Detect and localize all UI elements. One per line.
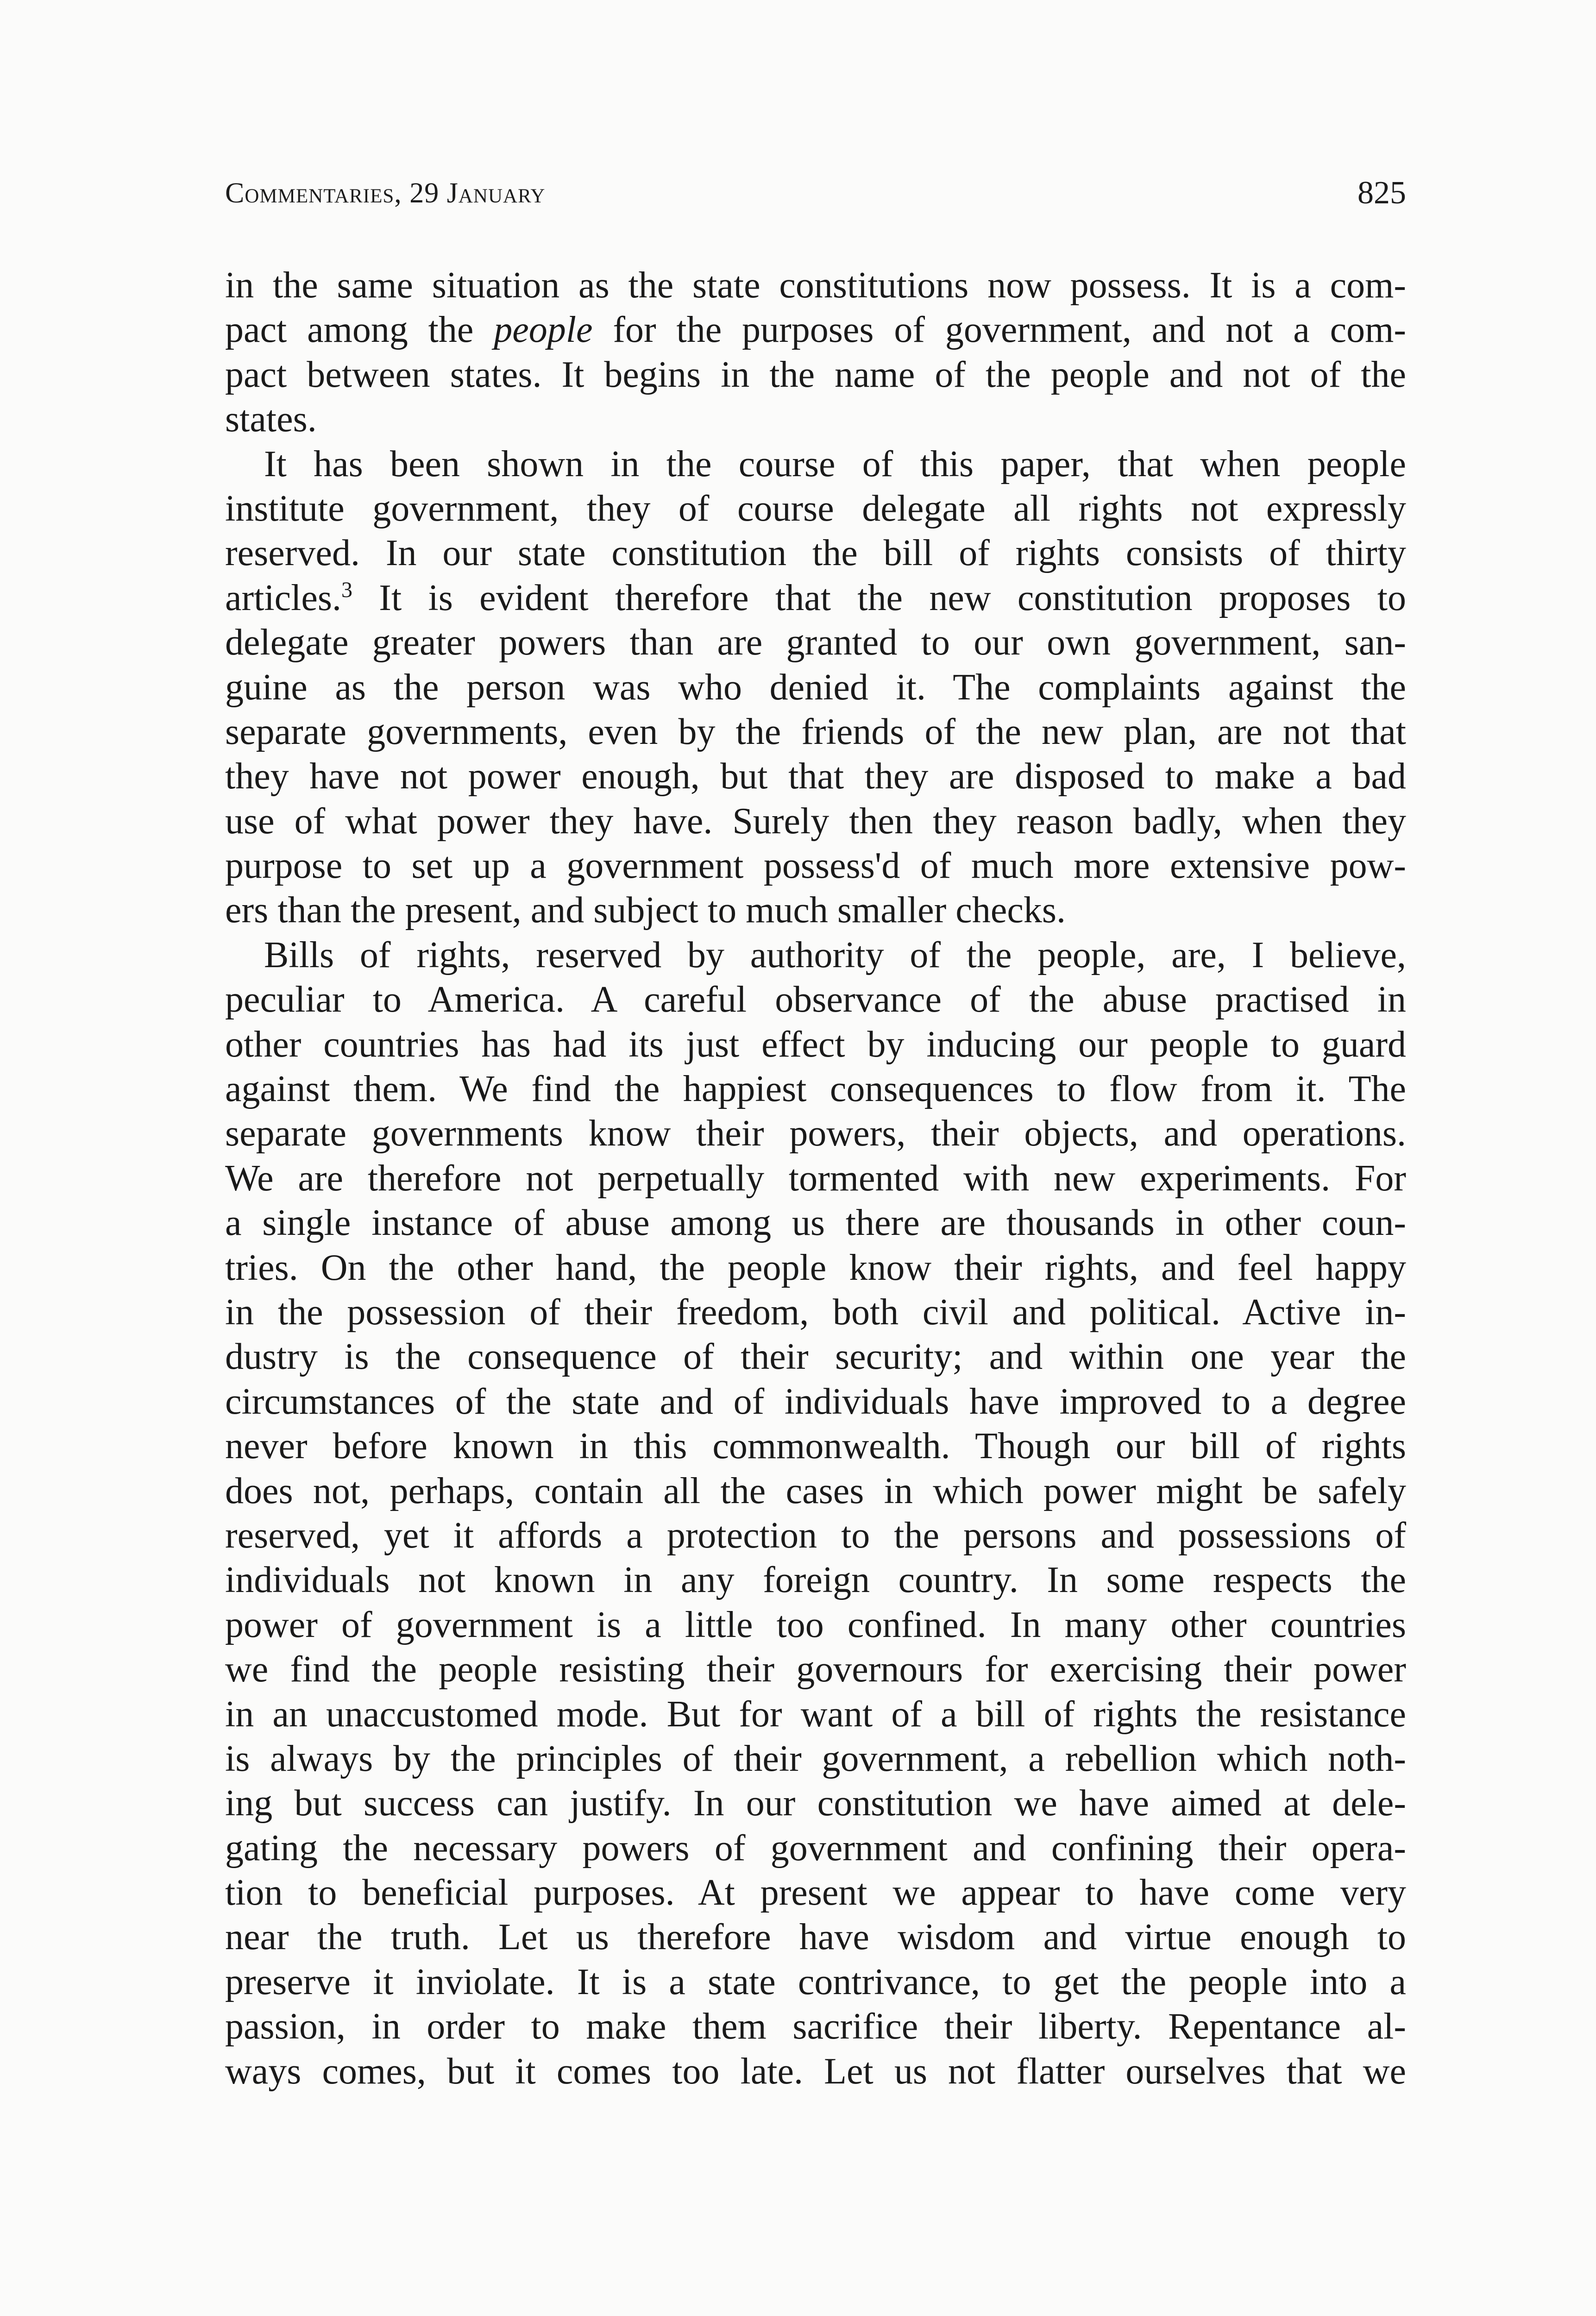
text-line: reserved, yet it affords a protection to the persons and possessions of <box>225 1515 1406 1556</box>
text-line: use of what power they have. Surely then they reason badly, when they <box>225 800 1406 842</box>
text-line: does not, perhaps, contain all the cases in which power might be safely <box>225 1470 1406 1511</box>
paragraph <box>225 263 1406 442</box>
text-line: reserved. In our state constitution the bill of rights consists of thirty <box>225 533 1406 574</box>
running-title: Commentaries, 29 January <box>225 177 546 209</box>
text-line: in the same situation as the state constitutions now possess. It is a com- <box>225 265 1406 306</box>
text-line: articles.$^3$ It is evident therefore that the new constitution proposes to <box>225 577 1406 618</box>
text-line: they have not power enough, but that they are disposed to make a bad <box>225 756 1406 797</box>
text-line: is always by the principles of their government, a rebellion which noth- <box>225 1738 1406 1779</box>
text-line: against them. We find the happiest consequences to flow from it. The <box>225 1069 1406 1110</box>
text-line: individuals not known in any foreign country. In some respects the <box>225 1560 1406 1601</box>
text-line: purpose to set up a government possess'd of much more extensive pow- <box>225 845 1406 887</box>
text-line: ways comes, but it comes too late. Let us not flatter ourselves that we <box>225 2051 1406 2092</box>
text-line: tion to beneficial purposes. At present we appear to have come very <box>225 1872 1406 1913</box>
text-line: ers than the present, and subject to much smaller checks. <box>225 890 1066 931</box>
body-text <box>225 263 1406 2094</box>
text-line: passion, in order to make them sacrifice their liberty. Repentance al- <box>225 2006 1406 2047</box>
italic-text: people <box>494 309 593 351</box>
text-line: in the possession of their freedom, both civil and political. Active in- <box>225 1291 1406 1333</box>
footnote-marker: 3 <box>341 577 352 602</box>
text-line: pact among the people for the purposes of government, and not a com- <box>225 309 1407 351</box>
text-line: Bills of rights, reserved by authority of the people, are, I believe, <box>264 934 1406 975</box>
page-number: 825 <box>1357 175 1406 211</box>
text-line: states. <box>225 399 317 440</box>
text-line: ing but success can justify. In our constitution we have aimed at dele- <box>225 1783 1406 1824</box>
text-line: pact between states. It begins in the name of the people and not of the <box>225 354 1406 395</box>
text-line: circumstances of the state and of individuals have improved to a degree <box>225 1381 1406 1422</box>
text-line: We are therefore not perpetually tormented with new experiments. For <box>225 1158 1406 1199</box>
paragraph <box>225 933 1406 2094</box>
text-line: peculiar to America. A careful observance of the abuse practised in <box>225 979 1406 1020</box>
text-line: It has been shown in the course of this paper, that when people <box>264 443 1406 485</box>
text-line: near the truth. Let us therefore have wisdom and virtue enough to <box>225 1917 1406 1958</box>
text-line: separate governments, even by the friends of the new plan, are not that <box>225 711 1406 752</box>
text-line: preserve it inviolate. It is a state contrivance, to get the people into a <box>225 1961 1406 2002</box>
text-line: we find the people resisting their governours for exercising their power <box>225 1649 1406 1690</box>
running-head <box>225 172 1406 223</box>
text-line: never before known in this commonwealth. Though our bill of rights <box>225 1426 1406 1467</box>
text-line: other countries has had its just effect by inducing our people to guard <box>225 1024 1406 1065</box>
text-line: a single instance of abuse among us there are thousands in other coun- <box>225 1202 1406 1244</box>
text-line: dustry is the consequence of their security; and within one year the <box>225 1336 1406 1378</box>
text-line: delegate greater powers than are granted to our own government, san- <box>225 622 1406 663</box>
text-line: power of government is a little too confined. In many other countries <box>225 1604 1406 1645</box>
text-line: in an unaccustomed mode. But for want of a bill of rights the resistance <box>225 1693 1406 1735</box>
text-line: gating the necessary powers of government and confining their opera- <box>225 1827 1406 1869</box>
paragraph <box>225 442 1406 933</box>
text-line: guine as the person was who denied it. The complaints against the <box>225 667 1406 708</box>
text-line: tries. On the other hand, the people know their rights, and feel happy <box>225 1247 1406 1288</box>
text-line: institute government, they of course delegate all rights not expressly <box>225 488 1406 529</box>
text-line: separate governments know their powers, their objects, and operations. <box>225 1113 1406 1154</box>
